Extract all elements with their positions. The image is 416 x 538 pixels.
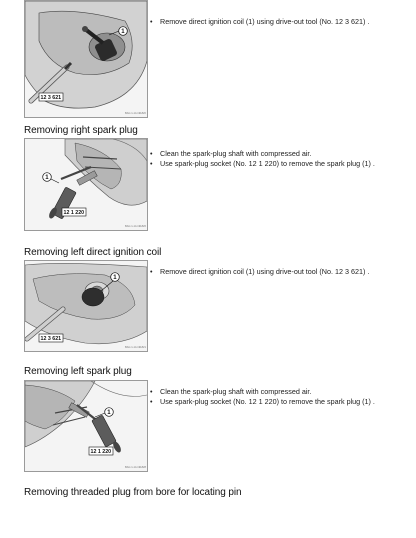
tool-number-label: 12 3 621 xyxy=(40,95,62,101)
instruction-list xyxy=(150,387,400,406)
instruction-item: • Use spark-plug socket (No. 12 1 220) to remove the spark plug (1) . xyxy=(150,158,375,168)
tool-number-label: 12 3 621 xyxy=(40,336,62,342)
instruction-item: • Use spark-plug socket (No. 12 1 220) to remove the spark plug (1) . xyxy=(150,396,375,406)
section-heading: Removing left direct ignition coil xyxy=(24,247,162,258)
section-heading: Removing right spark plug xyxy=(24,125,138,136)
instruction-text: Remove direct ignition coil (1) using drive-out tool (No. 12 3 621) . xyxy=(160,267,370,276)
instruction-item: • Remove direct ignition coil (1) using drive-out tool (No. 12 3 621) . xyxy=(150,267,370,276)
figure-id: BAG 1-14-191821 xyxy=(125,346,146,349)
instruction-item: • Clean the spark-plug shaft with compressed air. xyxy=(150,149,312,158)
figure-id: BAG 1-14-191826 xyxy=(125,225,146,228)
instruction-text: Use spark-plug socket (No. 12 1 220) to remove the spark plug (1) . xyxy=(160,396,375,406)
figure-remove-right-ignition-coil xyxy=(24,0,148,118)
callout-1: 1 xyxy=(107,410,111,417)
figure-id: BAG 1-14-191828 xyxy=(125,466,146,469)
figure-remove-left-ignition-coil xyxy=(24,260,148,352)
figure-id: BAG 1-14-191820 xyxy=(125,112,146,115)
tool-number-label: 12 1 220 xyxy=(90,449,112,455)
instruction-item: • Remove direct ignition coil (1) using drive-out tool (No. 12 3 621) . xyxy=(150,17,370,26)
instruction-list xyxy=(150,267,400,277)
callout-1: 1 xyxy=(45,175,49,182)
section-heading: Removing threaded plug from bore for locating pin xyxy=(24,487,242,498)
section-heading: Removing left spark plug xyxy=(24,366,132,377)
instruction-list xyxy=(150,149,400,168)
callout-1: 1 xyxy=(121,29,125,36)
instruction-text: Clean the spark-plug shaft with compressed air. xyxy=(160,387,312,396)
instruction-text: Remove direct ignition coil (1) using drive-out tool (No. 12 3 621) . xyxy=(160,17,370,26)
instruction-text: Clean the spark-plug shaft with compressed air. xyxy=(160,149,312,158)
instruction-text: Use spark-plug socket (No. 12 1 220) to remove the spark plug (1) . xyxy=(160,158,375,168)
callout-1: 1 xyxy=(113,275,117,282)
tool-number-label: 12 1 220 xyxy=(63,210,85,216)
instruction-item: • Clean the spark-plug shaft with compressed air. xyxy=(150,387,312,396)
figure-remove-left-spark-plug xyxy=(24,380,148,472)
figure-remove-right-spark-plug xyxy=(24,138,148,231)
instruction-list xyxy=(150,17,400,27)
